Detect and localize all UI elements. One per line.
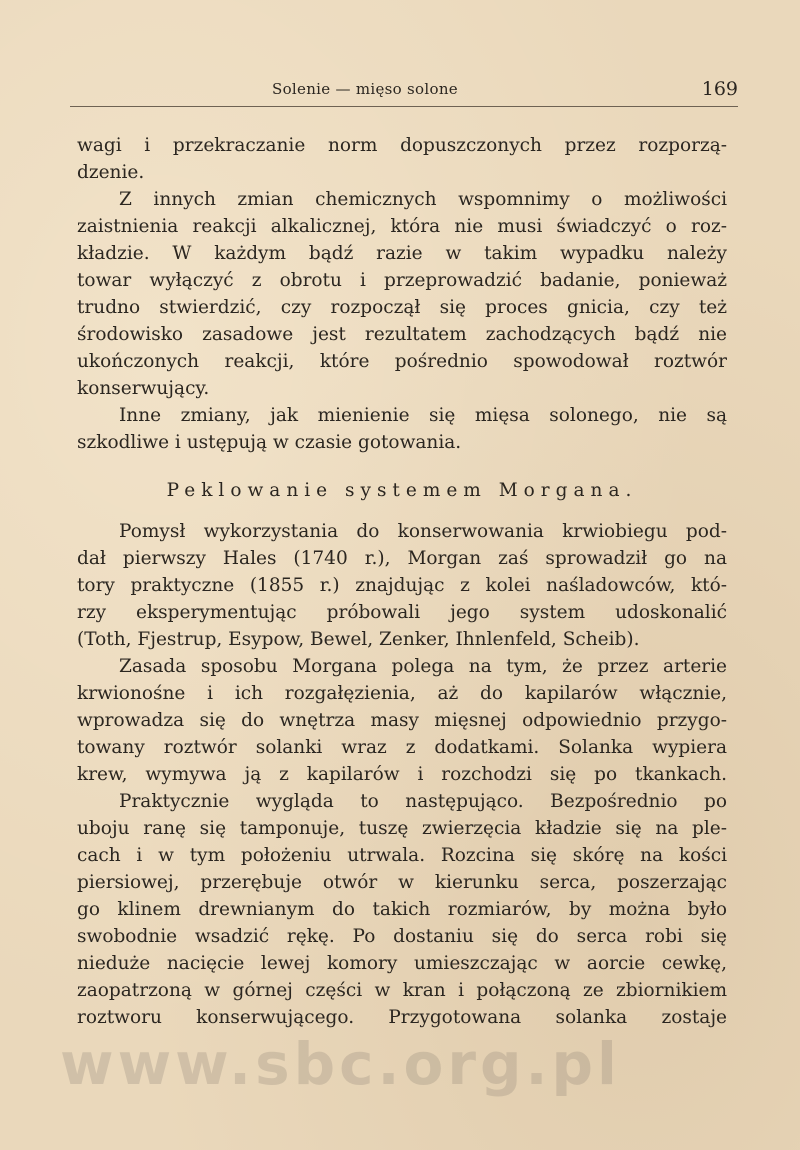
text-line: krwionośne i ich rozgałęzienia, aż do kapilarów włącznie,: [77, 683, 727, 704]
text-line: ukończonych reakcji, które pośrednio spowodował roztwór: [77, 351, 727, 372]
paragraph-3: [77, 402, 727, 456]
running-title: Solenie — mięso solone: [272, 80, 458, 98]
text-line: nieduże nacięcie lewej komory umieszczając w aorcie cewkę,: [77, 953, 727, 974]
text-line: (Toth, Fjestrup, Esypow, Bewel, Zenker, Ihnlenfeld, Scheib).: [77, 629, 640, 650]
paragraph-4: [77, 518, 727, 653]
text-line: konserwujący.: [77, 378, 210, 399]
text-line: zaopatrzoną w górnej części w kran i połączoną ze zbiornikiem: [77, 980, 727, 1001]
text-line: tory praktyczne (1855 r.) znajdując z kolei naśladowców, któ-: [77, 575, 727, 596]
text-line: dzenie.: [77, 162, 145, 183]
paragraph-1: [77, 132, 727, 186]
library-watermark: www.sbc.org.pl: [60, 1030, 621, 1098]
text-line: roztworu konserwującego. Przygotowana solanka zostaje: [77, 1007, 727, 1028]
text-line: wprowadza się do wnętrza masy mięsnej odpowiednio przygo-: [77, 710, 727, 731]
text-line: trudno stwierdzić, czy rozpoczął się proces gnicia, czy też: [77, 297, 727, 318]
page-text: [77, 132, 727, 1031]
text-line: Zasada sposobu Morgana polega na tym, że przez arterie: [119, 656, 727, 677]
text-line: Praktycznie wygląda to następująco. Bezpośrednio po: [119, 791, 727, 812]
text-line: go klinem drewnianym do takich rozmiarów, by można było: [77, 899, 727, 920]
text-line: uboju ranę się tamponuje, tuszę zwierzęcia kładzie się na ple-: [77, 818, 727, 839]
text-line: rzy eksperymentując próbowali jego system udoskonalić: [77, 602, 727, 623]
text-line: Inne zmiany, jak mienienie się mięsa solonego, nie są: [119, 405, 727, 426]
text-line: szkodliwe i ustępują w czasie gotowania.: [77, 432, 462, 453]
text-line: Pomysł wykorzystania do konserwowania krwiobiegu pod-: [119, 521, 727, 542]
text-line: zaistnienia reakcji alkalicznej, która nie musi świadczyć o roz-: [77, 216, 727, 237]
text-line: piersiowej, przerębuje otwór w kierunku serca, poszerzając: [77, 872, 727, 893]
paragraph-5: [77, 653, 727, 788]
paragraph-6: [77, 788, 727, 1031]
text-line: wagi i przekraczanie norm dopuszczonych przez rozporzą-: [77, 135, 727, 156]
text-line: Z innych zmian chemicznych wspomnimy o możliwości: [119, 189, 727, 210]
text-line: kładzie. W każdym bądź razie w takim wypadku należy: [77, 243, 727, 264]
text-line: swobodnie wsadzić rękę. Po dostaniu się do serca robi się: [77, 926, 727, 947]
header-rule: [70, 106, 738, 107]
running-head: [70, 78, 738, 104]
text-line: cach i w tym położeniu utrwala. Rozcina się skórę na kości: [77, 845, 727, 866]
text-line: środowisko zasadowe jest rezultatem zachodzących bądź nie: [77, 324, 727, 345]
text-line: towar wyłączyć z obrotu i przeprowadzić badanie, ponieważ: [77, 270, 727, 291]
text-line: towany roztwór solanki wraz z dodatkami. Solanka wypiera: [77, 737, 727, 758]
section-heading: Peklowanie systemem Morgana.: [166, 480, 638, 501]
paragraph-2: [77, 186, 727, 402]
text-line: dał pierwszy Hales (1740 r.), Morgan zaś sprowadził go na: [77, 548, 727, 569]
text-line: krew, wymywa ją z kapilarów i rozchodzi się po tkankach.: [77, 764, 727, 785]
page-number: 169: [701, 78, 738, 100]
